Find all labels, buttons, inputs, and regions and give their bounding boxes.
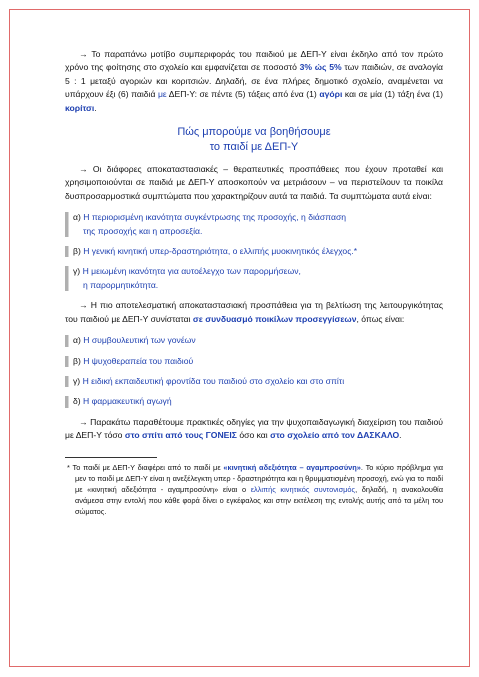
paragraph-interventions: → Οι διάφορες αποκαταστασιακές – θεραπευτικές προσπάθειες που έχουν προταθεί και χρησιμοποιούνται σε παιδιά με ΔΕΠ-Υ αποσκοπούν να μετριάσουν – να περιστείλουν τα ποικίλα δυσπροσαρμοστικά συμπτώματα που χαρακτηρίζουν αυτά τα παιδιά. Τα συμπτώματα αυτά είναι: xyxy=(65,164,443,201)
footnote: * Το παιδί με ΔΕΠ-Υ διαφέρει από το παιδί με «κινητική αδεξιότητα – αγαμπροσύνη». Το κύριο πρόβλημα για μεν το παιδί με ΔΕΠ-Υ είναι η ανεξέλεγκτη υπερ - δραστηριότητα και η θρυμματισμένη προσοχή, ενώ για το παιδί με «κινητική αδεξιότητα - αγαμπροσύνη» είναι ο ελλιπής κινητικός συντονισμός, δηλαδή, η ανακολουθία ανάμεσα στην εντολή που κάθε φορά δίνει ο εγκέφαλος και στην εκτέλεση της εντολής αυτής από τα μέλη του σώματος. xyxy=(67,462,444,517)
list-item: α) Η περιορισμένη ικανότητα συγκέντρωσης της προσοχής, η διάσπαση της προσοχής και η απροσεξία. xyxy=(65,211,443,238)
page-frame xyxy=(9,9,470,667)
list-item: γ) Η ειδική εκπαιδευτική φροντίδα του παιδιού στο σχολείο και στο σπίτι xyxy=(65,375,443,388)
arrow-icon: → xyxy=(79,300,88,311)
approach-list xyxy=(65,334,443,409)
paragraph-prevalence: → Το παραπάνω μοτίβο συμπεριφοράς του παιδιού με ΔΕΠ-Υ είναι έκδηλο από τον πρώτο χρόνο της φοίτησης στο σχολείο και εμφανίζεται σε ποσοστό 3% ώς 5% των παιδιών, σε αναλογία 5 : 1 μεταξύ αγοριών και κοριτσιών. Δηλαδή, σε ένα πλήρες δημοτικό σχολείο, αναμένεται να υπάρχουν έξι (6) παιδιά με ΔΕΠ-Υ: σε πέντε (5) τάξεις από ένα (1) αγόρι και σε μία (1) τάξη ένα (1) κορίτσι. xyxy=(65,49,444,113)
list-item: β) Η ψυχοθεραπεία του παιδιού xyxy=(65,355,443,368)
symptom-list xyxy=(65,211,443,292)
document-body xyxy=(65,48,443,518)
arrow-icon: → xyxy=(79,49,88,59)
paragraph-combined-approach: → Η πιο αποτελεσματική αποκαταστασιακή προσπάθεια για τη βελτίωση της λειτουργικότητας του παιδιού με ΔΕΠ-Υ συνίσταται σε συνδυασμό ποικίλων προσεγγίσεων, όπως είναι: xyxy=(65,300,443,324)
section-heading: Πώς μπορούμε να βοηθήσουμε το παιδί με ΔΕΠ-Υ xyxy=(177,126,331,153)
arrow-icon: → xyxy=(79,416,88,427)
prevalence-percent: 3% ώς 5% xyxy=(299,62,342,73)
arrow-icon: → xyxy=(79,164,88,175)
list-item: β) Η γενική κινητική υπερ-δραστηριότητα, ο ελλιπής μυοκινητικός έλεγχος.* xyxy=(65,245,443,258)
paragraph-guidelines: → Παρακάτω παραθέτουμε πρακτικές οδηγίες για την ψυχοπαιδαγωγική διαχείριση του παιδιού με ΔΕΠ-Υ τόσο στο σπίτι από τους ΓΟΝΕΙΣ όσο και στο σχολείο από τον ΔΑΣΚΑΛΟ. xyxy=(65,416,443,441)
list-item: α) Η συμβουλευτική των γονέων xyxy=(65,334,443,347)
footnote-divider xyxy=(65,457,157,458)
list-item: γ) Η μειωμένη ικανότητα για αυτοέλεγχο των παρορμήσεων, η παρορμητικότητα. xyxy=(65,265,443,292)
list-item: δ) Η φαρμακευτική αγωγή xyxy=(65,395,443,408)
